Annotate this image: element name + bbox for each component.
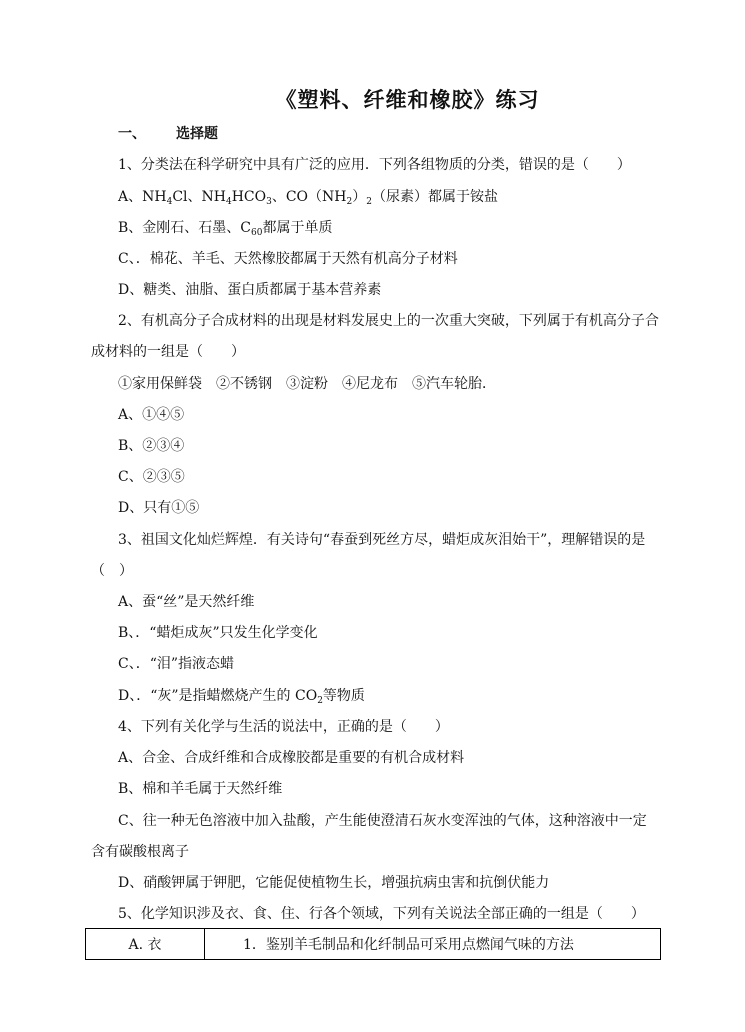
section-label: 选择题 [176, 126, 218, 142]
q3-option-a: A、蚕“丝”是天然纤维 [118, 594, 255, 610]
q4-option-c-line2: 含有碳酸根离子 [91, 844, 189, 860]
q2-items: ①家用保鲜袋 ②不锈钢 ③淀粉 ④尼龙布 ⑤汽车轮胎． [118, 376, 496, 392]
q1-stem: 1、分类法在科学研究中具有广泛的应用．下列各组物质的分类，错误的是（ ） [118, 157, 631, 173]
q2-stem-line2: 成材料的一组是（ ） [91, 344, 245, 360]
q5-table [85, 928, 661, 960]
q1-option-d: D、糖类、油脂、蛋白质都属于基本营养素 [118, 282, 382, 298]
q4-option-d: D、硝酸钾属于钾肥，它能促使植物生长，增强抗病虫害和抗倒伏能力 [118, 875, 550, 891]
q4-option-a: A、合金、合成纤维和合成橡胶都是重要的有机合成材料 [118, 750, 465, 766]
section-heading [118, 123, 218, 143]
q3-option-d: D、．“灰”是指蜡燃烧产生的 $CO_2$等物质 [118, 688, 365, 706]
q2-option-c: C、②③⑤ [118, 469, 185, 485]
page-title: 《塑料、纤维和橡胶》练习 [275, 87, 540, 112]
q3-stem-line1: 3、祖国文化灿烂辉煌．有关诗句“春蚕到死丝方尽，蜡炬成灰泪始干”，理解错误的是 [118, 532, 646, 548]
q3-stem-line2: （ ） [91, 563, 133, 579]
q2-option-d: D、只有①⑤ [118, 500, 200, 516]
q4-option-c-line1: C、往一种无色溶液中加入盐酸，产生能使澄清石灰水变浑浊的气体，这种溶液中一定 [118, 813, 647, 829]
q5-stem: 5、化学知识涉及衣、食、住、行各个领域，下列有关说法全部正确的一组是（ ） [118, 906, 645, 922]
table-cell-category: A. 衣 [86, 929, 205, 960]
q3-option-c: C、．“泪”指液态蜡 [118, 656, 235, 672]
q1-option-b: B、金刚石、石墨、$C_{60}$都属于单质 [118, 220, 333, 238]
table-cell-statement: 1．鉴别羊毛制品和化纤制品可采用点燃闻气味的方法 [205, 929, 661, 960]
section-number: 一、 [118, 126, 146, 142]
q3-option-b: B、．“蜡炬成灰”只发生化学变化 [118, 625, 318, 641]
q4-stem: 4、下列有关化学与生活的说法中，正确的是（ ） [118, 719, 449, 735]
q2-option-b: B、②③④ [118, 438, 185, 454]
q1-option-a: A、$NH_4Cl$、$NH_4HCO_3$、$CO(NH_2)_2$（尿素）都属于铵盐 [118, 189, 498, 207]
q1-option-c: C、．棉花、羊毛、天然橡胶都属于天然有机高分子材料 [118, 251, 458, 267]
table-row [86, 929, 661, 960]
q4-option-b: B、棉和羊毛属于天然纤维 [118, 781, 283, 797]
q2-option-a: A、①④⑤ [118, 407, 185, 423]
q2-stem-line1: 2、有机高分子合成材料的出现是材料发展史上的一次重大突破，下列属于有机高分子合 [118, 313, 659, 329]
